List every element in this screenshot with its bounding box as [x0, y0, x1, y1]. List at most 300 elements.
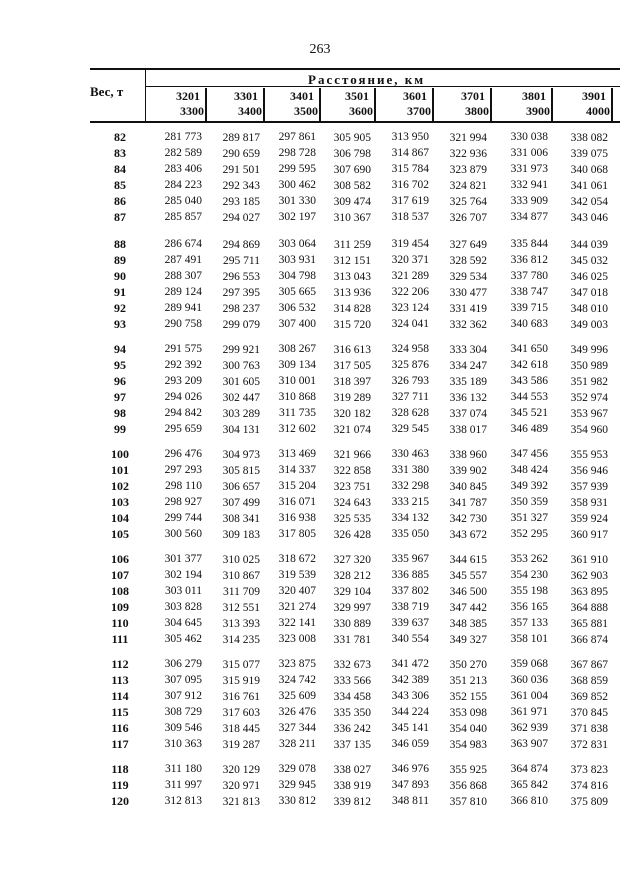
tariff-cell: 346 489: [510, 423, 548, 435]
tariff-cell: 308 341: [222, 513, 260, 525]
tariff-cell: 331 973: [510, 163, 548, 175]
tariff-cell: 309 474: [333, 196, 371, 208]
row-weight: 117: [111, 737, 129, 751]
tariff-cell: 324 958: [391, 343, 429, 355]
tariff-cell: 340 068: [570, 164, 608, 176]
tariff-cell: 327 649: [449, 239, 487, 251]
tariff-cell: 370 845: [570, 707, 608, 719]
tariff-cell: 318 672: [278, 553, 316, 565]
row-weight: 115: [111, 705, 129, 719]
tariff-cell: 294 869: [222, 239, 260, 251]
tariff-cell: 325 764: [449, 196, 487, 208]
tariff-cell: 346 025: [570, 271, 608, 283]
tariff-cell: 343 672: [449, 529, 487, 541]
tariff-cell: 308 267: [278, 343, 316, 355]
tariff-cell: 349 003: [570, 319, 608, 331]
tariff-cell: 304 973: [222, 449, 260, 461]
tariff-cell: 338 027: [333, 764, 371, 776]
tariff-cell: 300 763: [222, 360, 260, 372]
row-weight: 87: [114, 210, 126, 224]
tariff-cell: 349 327: [449, 634, 487, 646]
tariff-cell: 331 006: [510, 147, 548, 159]
tariff-cell: 357 810: [449, 796, 487, 808]
tariff-cell: 341 472: [391, 658, 429, 670]
tariff-cell: 298 237: [222, 303, 260, 315]
tariff-cell: 311 735: [279, 407, 316, 419]
tariff-cell: 308 729: [164, 706, 202, 718]
tariff-cell: 291 501: [222, 164, 260, 176]
tariff-cell: 293 185: [222, 196, 260, 208]
tariff-cell: 353 967: [570, 408, 608, 420]
tariff-cell: 310 025: [222, 554, 260, 566]
tariff-cell: 310 868: [278, 391, 316, 403]
range-to: 3600: [349, 104, 373, 118]
row-weight: 104: [111, 511, 129, 525]
row-weight: 114: [111, 689, 129, 703]
row-weight: 83: [114, 146, 126, 160]
tariff-cell: 323 875: [278, 658, 316, 670]
tariff-cell: 340 683: [510, 318, 548, 330]
tariff-cell: 311 259: [334, 239, 371, 251]
tariff-cell: 324 041: [391, 318, 429, 330]
tariff-cell: 354 983: [449, 739, 487, 751]
tariff-cell: 310 867: [222, 570, 260, 582]
row-weight: 90: [114, 269, 126, 283]
tariff-cell: 296 553: [222, 271, 260, 283]
tariff-cell: 355 953: [570, 449, 608, 461]
tariff-cell: 356 868: [449, 780, 487, 792]
tariff-cell: 324 643: [333, 497, 371, 509]
tariff-cell: 348 424: [510, 464, 548, 476]
tariff-cell: 329 545: [391, 423, 429, 435]
weight-column-header: Вес, т: [90, 84, 124, 99]
tariff-cell: 302 447: [222, 392, 260, 404]
tariff-cell: 322 206: [391, 286, 429, 298]
tariff-cell: 306 657: [222, 481, 260, 493]
tariff-cell: 354 230: [510, 569, 548, 581]
tariff-cell: 302 194: [164, 569, 202, 581]
tariff-cell: 304 645: [164, 617, 202, 629]
tariff-cell: 324 821: [449, 180, 487, 192]
tariff-cell: 338 919: [333, 780, 371, 792]
tariff-cell: 340 554: [391, 633, 429, 645]
tariff-cell: 335 844: [510, 238, 548, 250]
tariff-cell: 323 124: [391, 302, 429, 314]
tariff-cell: 285 040: [164, 195, 202, 207]
row-weight: 89: [114, 253, 126, 267]
tariff-cell: 305 815: [222, 465, 260, 477]
row-weight: 86: [114, 194, 126, 208]
tariff-cell: 374 816: [570, 780, 608, 792]
tariff-cell: 357 939: [570, 481, 608, 493]
tariff-cell: 366 810: [510, 795, 548, 807]
tariff-cell: 313 469: [278, 448, 316, 460]
tariff-cell: 322 936: [449, 148, 487, 160]
tariff-cell: 345 032: [570, 255, 608, 267]
range-to: 3400: [238, 104, 262, 118]
tariff-cell: 326 793: [391, 375, 429, 387]
tariff-cell: 356 165: [510, 601, 548, 613]
tariff-cell: 318 445: [222, 723, 260, 735]
tariff-cell: 372 831: [570, 739, 608, 751]
tariff-cell: 371 838: [570, 723, 608, 735]
tariff-cell: 329 945: [278, 779, 316, 791]
tariff-cell: 311 997: [165, 779, 202, 791]
tariff-cell: 362 939: [510, 722, 548, 734]
tariff-cell: 334 132: [391, 512, 429, 524]
tariff-cell: 285 857: [164, 211, 202, 223]
tariff-cell: 307 912: [164, 690, 202, 702]
row-weight: 110: [111, 616, 129, 630]
tariff-cell: 306 279: [164, 658, 202, 670]
tariff-cell: 334 877: [510, 211, 548, 223]
tariff-cell: 318 397: [333, 376, 371, 388]
tariff-cell: 323 751: [333, 481, 371, 493]
tariff-cell: 352 974: [570, 392, 608, 404]
tariff-cell: 344 615: [449, 554, 487, 566]
tariff-cell: 294 026: [164, 391, 202, 403]
tariff-cell: 360 917: [570, 529, 608, 541]
tariff-cell: 342 389: [391, 674, 429, 686]
tariff-cell: 333 909: [510, 195, 548, 207]
tariff-cell: 342 618: [510, 359, 548, 371]
row-weight: 112: [111, 657, 129, 671]
tariff-cell: 353 262: [510, 553, 548, 565]
tariff-cell: 314 235: [222, 634, 260, 646]
tariff-cell: 354 960: [570, 424, 608, 436]
tariff-cell: 309 134: [278, 359, 316, 371]
tariff-cell: 341 061: [570, 180, 608, 192]
tariff-cell: 312 151: [333, 255, 371, 267]
tariff-cell: 301 330: [278, 195, 316, 207]
row-weight: 96: [114, 374, 126, 388]
tariff-cell: 326 476: [278, 706, 316, 718]
tariff-cell: 317 805: [278, 528, 316, 540]
tariff-cell: 329 078: [278, 763, 316, 775]
tariff-cell: 286 674: [164, 238, 202, 250]
tariff-cell: 364 874: [510, 763, 548, 775]
tariff-cell: 335 189: [449, 376, 487, 388]
tariff-cell: 331 781: [333, 634, 371, 646]
tariff-cell: 297 395: [222, 287, 260, 299]
tariff-cell: 299 744: [164, 512, 202, 524]
range-to: 3700: [407, 104, 431, 118]
row-weight: 116: [111, 721, 129, 735]
tariff-cell: 316 761: [222, 691, 260, 703]
tariff-cell: 325 609: [278, 690, 316, 702]
tariff-cell: 315 077: [222, 659, 260, 671]
tariff-cell: 328 628: [391, 407, 429, 419]
tariff-cell: 281 773: [164, 131, 202, 143]
row-weight: 102: [111, 479, 129, 493]
tariff-cell: 290 758: [164, 318, 202, 330]
tariff-cell: 314 867: [391, 147, 429, 159]
tariff-cell: 289 941: [164, 302, 202, 314]
tariff-cell: 329 104: [333, 586, 371, 598]
tariff-cell: 341 650: [510, 343, 548, 355]
tariff-cell: 314 337: [278, 464, 316, 476]
tariff-cell: 337 802: [391, 585, 429, 597]
tariff-cell: 338 017: [449, 424, 487, 436]
tariff-cell: 340 845: [449, 481, 487, 493]
tariff-cell: 368 859: [570, 675, 608, 687]
tariff-cell: 338 747: [510, 286, 548, 298]
tariff-cell: 319 539: [278, 569, 316, 581]
tariff-cell: 321 289: [391, 270, 429, 282]
tariff-cell: 309 183: [222, 529, 260, 541]
tariff-cell: 322 141: [278, 617, 316, 629]
tariff-cell: 319 289: [333, 392, 371, 404]
row-weight: 95: [114, 358, 126, 372]
tariff-cell: 293 209: [164, 375, 202, 387]
tariff-cell: 326 707: [449, 212, 487, 224]
tariff-cell: 347 018: [570, 287, 608, 299]
tariff-cell: 319 454: [391, 238, 429, 250]
tariff-cell: 321 813: [222, 796, 260, 808]
tariff-cell: 327 344: [278, 722, 316, 734]
tariff-cell: 353 098: [449, 707, 487, 719]
tariff-cell: 330 477: [449, 287, 487, 299]
tariff-cell: 284 223: [164, 179, 202, 191]
tariff-cell: 287 491: [164, 254, 202, 266]
tariff-cell: 313 043: [333, 271, 371, 283]
tariff-cell: 296 476: [164, 448, 202, 460]
tariff-cell: 314 828: [333, 303, 371, 315]
range-divider: [611, 88, 613, 121]
tariff-cell: 289 124: [164, 286, 202, 298]
range-from: 3401: [290, 89, 314, 103]
tariff-cell: 331 419: [449, 303, 487, 315]
tariff-cell: 311 709: [223, 586, 260, 598]
tariff-cell: 333 304: [449, 344, 487, 356]
row-weight: 106: [111, 552, 129, 566]
tariff-cell: 288 307: [164, 270, 202, 282]
tariff-cell: 330 889: [333, 618, 371, 630]
tariff-cell: 299 921: [222, 344, 260, 356]
row-weight: 91: [114, 285, 126, 299]
header-bottom-rule: [90, 121, 620, 123]
tariff-cell: 306 532: [278, 302, 316, 314]
tariff-cell: 317 619: [391, 195, 429, 207]
row-weight: 82: [114, 130, 126, 144]
tariff-cell: 305 665: [278, 286, 316, 298]
tariff-cell: 313 936: [333, 287, 371, 299]
tariff-cell: 325 535: [333, 513, 371, 525]
tariff-cell: 369 852: [570, 691, 608, 703]
row-weight: 113: [111, 673, 129, 687]
tariff-cell: 315 720: [333, 319, 371, 331]
tariff-cell: 321 074: [333, 424, 371, 436]
tariff-cell: 339 637: [391, 617, 429, 629]
tariff-cell: 366 874: [570, 634, 608, 646]
tariff-cell: 321 966: [333, 449, 371, 461]
tariff-cell: 330 038: [510, 131, 548, 143]
tariff-cell: 291 575: [164, 343, 202, 355]
tariff-cell: 355 925: [449, 764, 487, 776]
tariff-cell: 320 371: [391, 254, 429, 266]
tariff-cell: 343 586: [510, 375, 548, 387]
tariff-cell: 345 521: [510, 407, 548, 419]
tariff-cell: 292 392: [164, 359, 202, 371]
row-weight: 99: [114, 422, 126, 436]
tariff-cell: 307 400: [278, 318, 316, 330]
tariff-cell: 338 960: [449, 449, 487, 461]
tariff-cell: 352 295: [510, 528, 548, 540]
row-weight: 105: [111, 527, 129, 541]
row-weight: 107: [111, 568, 129, 582]
tariff-cell: 343 306: [391, 690, 429, 702]
tariff-cell: 317 603: [222, 707, 260, 719]
tariff-cell: 361 004: [510, 690, 548, 702]
row-weight: 120: [111, 794, 129, 808]
tariff-cell: 305 462: [164, 633, 202, 645]
row-weight: 118: [111, 762, 129, 776]
tariff-cell: 303 289: [222, 408, 260, 420]
tariff-cell: 315 784: [391, 163, 429, 175]
tariff-cell: 312 813: [164, 795, 202, 807]
tariff-cell: 308 582: [333, 180, 371, 192]
tariff-cell: 348 385: [449, 618, 487, 630]
tariff-cell: 304 131: [222, 424, 260, 436]
range-from: 3501: [345, 89, 369, 103]
tariff-cell: 298 110: [165, 480, 202, 492]
tariff-cell: 350 989: [570, 360, 608, 372]
row-weight: 119: [111, 778, 129, 792]
tariff-cell: 290 659: [222, 148, 260, 160]
tariff-cell: 335 050: [391, 528, 429, 540]
tariff-cell: 344 553: [510, 391, 548, 403]
tariff-cell: 329 534: [449, 271, 487, 283]
tariff-cell: 316 071: [278, 496, 316, 508]
tariff-cell: 294 027: [222, 212, 260, 224]
tariff-cell: 316 702: [391, 179, 429, 191]
tariff-cell: 328 592: [449, 255, 487, 267]
tariff-cell: 325 876: [391, 359, 429, 371]
tariff-cell: 303 931: [278, 254, 316, 266]
tariff-cell: 347 893: [391, 779, 429, 791]
tariff-cell: 301 377: [164, 553, 202, 565]
tariff-cell: 283 406: [164, 163, 202, 175]
tariff-cell: 301 605: [222, 376, 260, 388]
tariff-cell: 322 858: [333, 465, 371, 477]
tariff-cell: 328 212: [333, 570, 371, 582]
tariff-cell: 338 082: [570, 132, 608, 144]
tariff-cell: 358 931: [570, 497, 608, 509]
tariff-cell: 336 242: [333, 723, 371, 735]
row-weight: 84: [114, 162, 126, 176]
tariff-cell: 351 213: [449, 675, 487, 687]
tariff-cell: 300 560: [164, 528, 202, 540]
tariff-cell: 300 462: [278, 179, 316, 191]
range-to: 3300: [180, 104, 204, 118]
tariff-cell: 364 888: [570, 602, 608, 614]
row-weight: 98: [114, 406, 126, 420]
tariff-cell: 306 798: [333, 148, 371, 160]
tariff-cell: 336 812: [510, 254, 548, 266]
tariff-cell: 354 040: [449, 723, 487, 735]
tariff-cell: 334 247: [449, 360, 487, 372]
tariff-cell: 349 996: [570, 344, 608, 356]
tariff-cell: 330 463: [391, 448, 429, 460]
tariff-cell: 348 811: [392, 795, 429, 807]
range-to: 3800: [465, 104, 489, 118]
tariff-cell: 303 011: [165, 585, 202, 597]
tariff-cell: 305 905: [333, 132, 371, 144]
tariff-cell: 311 180: [165, 763, 202, 775]
tariff-cell: 339 902: [449, 465, 487, 477]
tariff-cell: 320 129: [222, 764, 260, 776]
tariff-cell: 307 690: [333, 164, 371, 176]
tariff-cell: 307 095: [164, 674, 202, 686]
tariff-cell: 332 298: [391, 480, 429, 492]
row-weight: 97: [114, 390, 126, 404]
tariff-cell: 341 787: [449, 497, 487, 509]
tariff-cell: 337 780: [510, 270, 548, 282]
range-from: 3601: [403, 89, 427, 103]
row-weight: 101: [111, 463, 129, 477]
tariff-cell: 323 008: [278, 633, 316, 645]
tariff-cell: 297 861: [278, 131, 316, 143]
tariff-cell: 289 817: [222, 132, 260, 144]
tariff-cell: 326 428: [333, 529, 371, 541]
tariff-cell: 303 064: [278, 238, 316, 250]
tariff-cell: 304 798: [278, 270, 316, 282]
tariff-cell: 362 903: [570, 570, 608, 582]
tariff-cell: 307 499: [222, 497, 260, 509]
tariff-cell: 373 823: [570, 764, 608, 776]
tariff-cell: 332 673: [333, 659, 371, 671]
tariff-cell: 317 505: [333, 360, 371, 372]
tariff-cell: 309 546: [164, 722, 202, 734]
tariff-cell: 313 950: [391, 131, 429, 143]
range-from: 3801: [522, 89, 546, 103]
tariff-cell: 352 155: [449, 691, 487, 703]
tariff-cell: 347 442: [449, 602, 487, 614]
tariff-cell: 361 971: [510, 706, 548, 718]
range-from: 3901: [582, 89, 606, 103]
tariff-cell: 320 182: [333, 408, 371, 420]
range-from: 3701: [461, 89, 485, 103]
range-to: 4000: [586, 104, 610, 118]
tariff-cell: 351 982: [570, 376, 608, 388]
tariff-cell: 358 101: [510, 633, 548, 645]
tariff-cell: 292 343: [222, 180, 260, 192]
tariff-cell: 336 132: [449, 392, 487, 404]
tariff-cell: 310 367: [333, 212, 371, 224]
tariff-cell: 328 211: [279, 738, 316, 750]
tariff-cell: 294 842: [164, 407, 202, 419]
tariff-cell: 310 001: [278, 375, 316, 387]
tariff-cell: 339 075: [570, 148, 608, 160]
tariff-cell: 344 039: [570, 239, 608, 251]
tariff-cell: 295 659: [164, 423, 202, 435]
tariff-cell: 357 133: [510, 617, 548, 629]
tariff-cell: 345 557: [449, 570, 487, 582]
row-weight: 100: [111, 447, 129, 461]
tariff-cell: 327 711: [392, 391, 429, 403]
distance-header: Расстояние, км: [308, 72, 426, 87]
tariff-cell: 333 566: [333, 675, 371, 687]
row-weight: 94: [114, 342, 126, 356]
tariff-cell: 344 224: [391, 706, 429, 718]
tariff-cell: 363 895: [570, 586, 608, 598]
tariff-cell: 321 274: [278, 601, 316, 613]
tariff-cell: 351 327: [510, 512, 548, 524]
tariff-cell: 312 551: [222, 602, 260, 614]
tariff-cell: 334 458: [333, 691, 371, 703]
tariff-cell: 313 393: [222, 618, 260, 630]
tariff-cell: 343 046: [570, 212, 608, 224]
